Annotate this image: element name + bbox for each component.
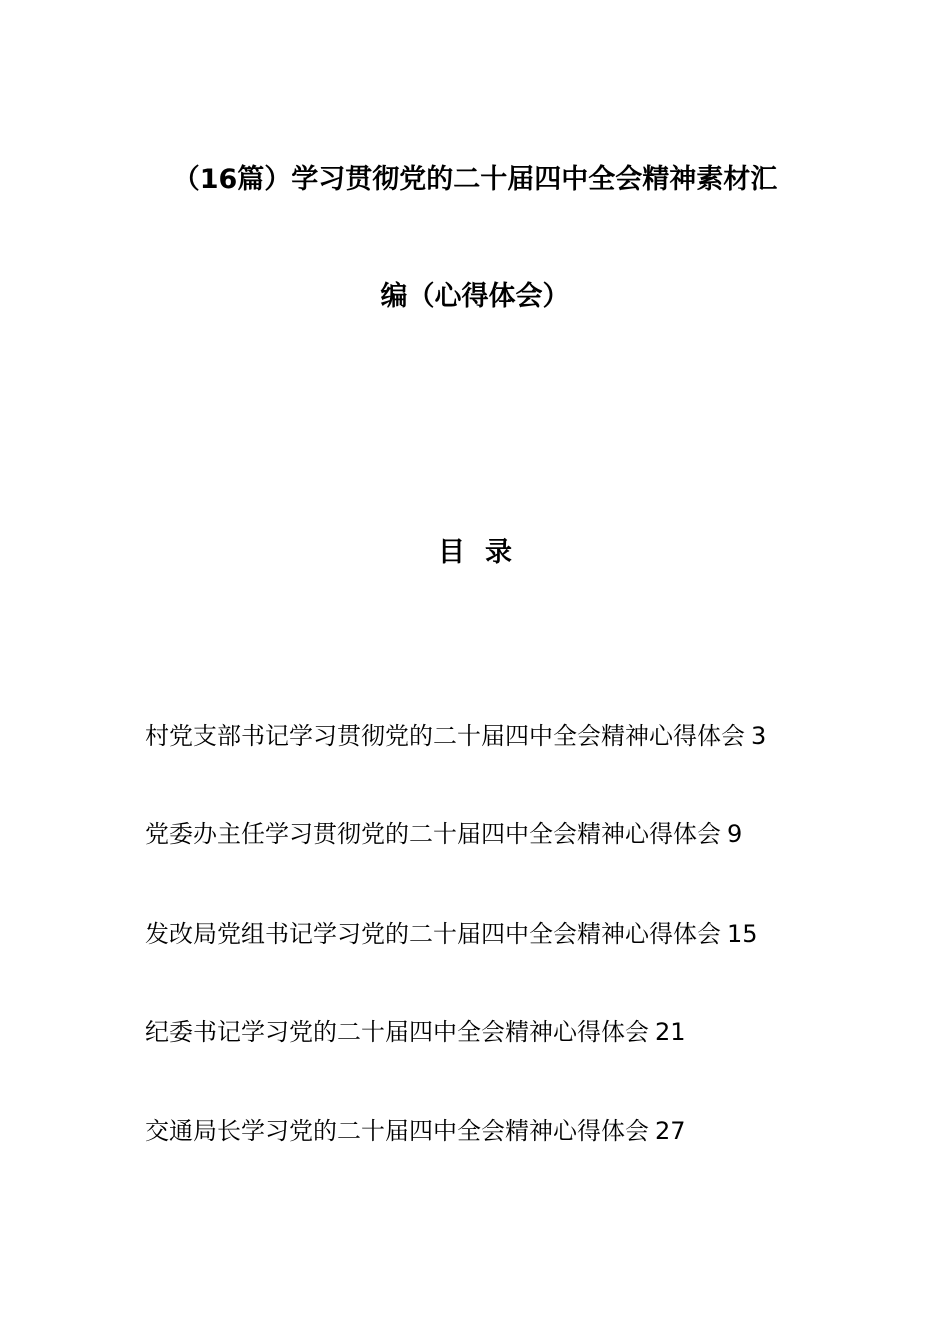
toc-entry-page: 27 bbox=[655, 1117, 686, 1145]
toc-entry-title: 纪委书记学习党的二十届四中全会精神心得体会 bbox=[145, 1018, 649, 1046]
toc-entry-title: 党委办主任学习贯彻党的二十届四中全会精神心得体会 bbox=[145, 820, 721, 848]
toc-entry[interactable] bbox=[145, 918, 758, 950]
toc-entry[interactable] bbox=[145, 720, 766, 752]
document-title-line-2: 编（心得体会） bbox=[380, 281, 570, 312]
toc-entry-title: 村党支部书记学习贯彻党的二十届四中全会精神心得体会 bbox=[145, 722, 745, 750]
toc-entry[interactable] bbox=[145, 1115, 686, 1147]
toc-entry-page: 21 bbox=[655, 1018, 686, 1046]
toc-entry[interactable] bbox=[145, 818, 742, 850]
toc-entry-page: 15 bbox=[727, 920, 758, 948]
toc-heading: 目录 bbox=[438, 537, 532, 568]
toc-entry-page: 9 bbox=[727, 820, 743, 848]
toc-entry-title: 交通局长学习党的二十届四中全会精神心得体会 bbox=[145, 1117, 649, 1145]
toc-entry-title: 发改局党组书记学习党的二十届四中全会精神心得体会 bbox=[145, 920, 721, 948]
document-title-line-1: （16篇）学习贯彻党的二十届四中全会精神素材汇 bbox=[172, 164, 778, 195]
toc-entry[interactable] bbox=[145, 1016, 686, 1048]
toc-entry-page: 3 bbox=[751, 722, 767, 750]
